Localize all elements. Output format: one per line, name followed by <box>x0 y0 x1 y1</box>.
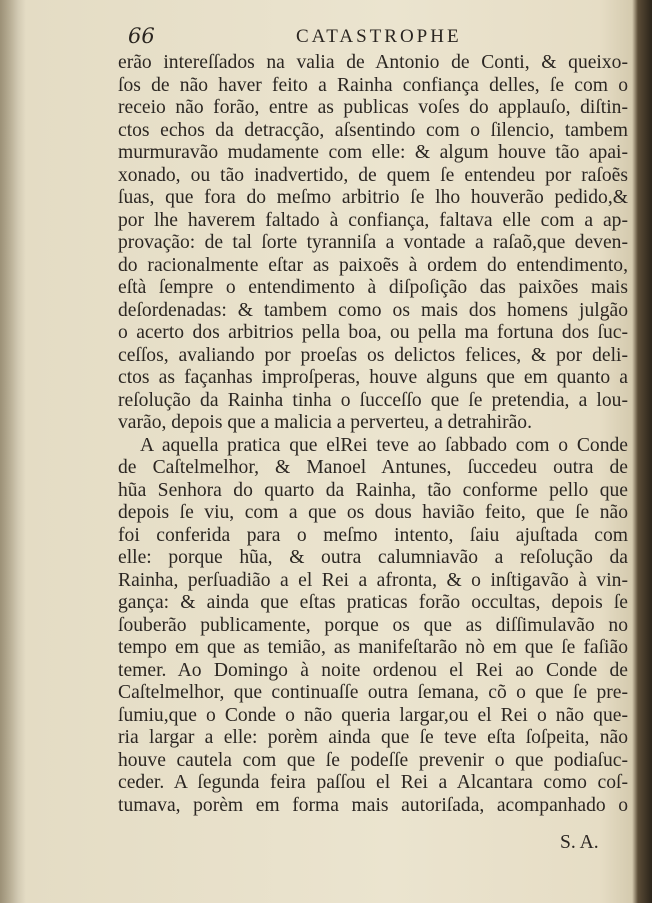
text-line: temer. Ao Domingo à noite ordenou el Rei ao Conde de <box>118 659 628 681</box>
page-header <box>128 24 598 54</box>
text-line: ceder. A ſegunda feira paſſou el Rei a Alcantara como coſ- <box>118 772 628 793</box>
text-line: elle: porque hũa, & outra calumniavão a reſolução da <box>118 547 628 568</box>
text-line: por lhe haverem faltado à confiança, faltava elle com a ap- <box>118 209 628 231</box>
text-line: murmuravão mudamente com elle: & algum houve tão apai- <box>118 142 628 163</box>
text-line: xonado, ou tão inadvertido, de quem ſe entendeu por raſoẽs <box>118 164 628 186</box>
page-number: 66 <box>128 24 155 48</box>
text-line: receio não forão, entre as publicas voſes do applauſo, diſtin- <box>118 97 628 118</box>
text-line: erão intereſſados na valia de Antonio de Conti, & queixo- <box>118 52 628 73</box>
text-line: eſtà ſempre o entendimento à diſpoſição das paixões mais <box>118 277 628 298</box>
body-text <box>118 52 628 817</box>
text-line: depois ſe viu, com a que os dous havião feito, que ſe não <box>118 502 628 523</box>
spine-shadow <box>0 0 26 903</box>
text-line: Caſtelmelhor, que continuaſſe outra ſemana, cõ o que ſe pre- <box>118 682 628 703</box>
text-line: ctos echos da detracção, aſsentindo com o ſilencio, tambem <box>118 119 628 141</box>
text-line: A aquella pratica que elRei teve ao ſabbado com o Conde <box>140 434 628 456</box>
text-line: tumava, porèm em forma mais autoriſada, acompanhado o <box>118 794 628 816</box>
text-line: varão, depois que a malicia a perverteu, a detrahirão. <box>118 412 532 433</box>
book-edge <box>632 0 652 903</box>
text-line: de Caſtelmelhor, & Manoel Antunes, ſuccedeu outra de <box>118 457 628 478</box>
text-line: ceſſos, avaliando por proeſas os delictos felices, & por deli- <box>118 344 628 366</box>
text-line: ſuas, que fora do meſmo arbitrio ſe lho houverão pedido,& <box>118 187 628 208</box>
text-line: reſolução da Rainha tinha o ſucceſſo que ſe pretendia, a lou- <box>118 389 628 411</box>
text-line: o acerto dos arbitrios pella boa, ou pella ma fortuna dos ſuc- <box>118 322 628 343</box>
text-line: provação: de tal ſorte tyranniſa a vontade a raſaõ,que deven- <box>118 232 628 253</box>
catchword: S. A. <box>560 832 599 853</box>
text-line: ctos as façanhas improſperas, houve alguns que em quanto a <box>118 367 628 388</box>
text-line: ſos de não haver feito a Rainha confiança delles, ſe com o <box>118 74 628 96</box>
text-line: do racionalmente eſtar as paixoẽs à ordem do entendimento, <box>118 254 628 276</box>
text-line: ſumiu,que o Conde o não queria largar,ou el Rei o não que- <box>118 704 628 726</box>
text-line: hũa Senhora do quarto da Rainha, tão conforme pello que <box>118 479 628 501</box>
text-line: ſouberão publicamente, porque os que as diſſimulavão no <box>118 614 628 636</box>
text-line: gança: & ainda que eſtas praticas forão occultas, depois ſe <box>118 592 628 613</box>
text-line: Rainha, perſuadião a el Rei a afronta, & o inſtigavão à vin- <box>118 569 628 591</box>
text-line: houve cautela com que ſe podeſſe prevenir o que podiaſuc- <box>118 749 628 771</box>
text-line: tempo em que as temião, as manifeſtarão nò em que ſe faſião <box>118 637 628 658</box>
running-title: CATASTROPHE <box>296 26 462 47</box>
text-line: foi conferida para o meſmo intento, ſaiu ajuſtada com <box>118 524 628 546</box>
text-line: deſordenadas: & tambem como os mais dos homens julgão <box>118 299 628 321</box>
text-line: ria largar a elle: porèm ainda que ſe teve eſta ſoſpeita, não <box>118 727 628 748</box>
